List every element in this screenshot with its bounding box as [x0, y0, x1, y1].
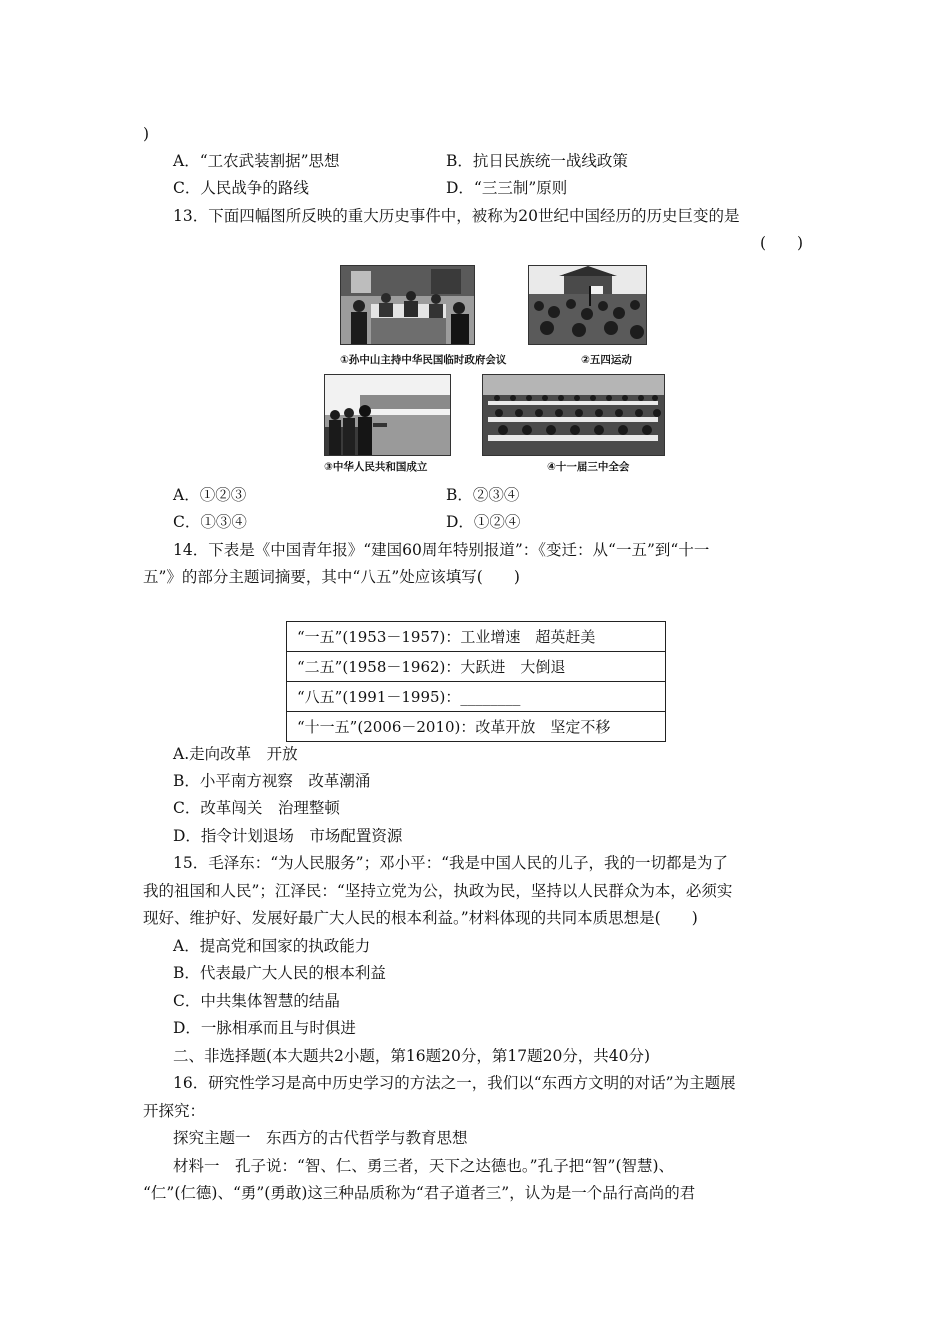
q15-line2: 我的祖国和人民”；江泽民：“坚持立党为公，执政为民，坚持以人民群众为本，必须实	[143, 882, 733, 900]
table-row	[287, 652, 666, 682]
caption-2: ②五四运动	[581, 354, 632, 366]
q14-stem-line2: 五”》的部分主题词摘要，其中“八五”处应该填写( )	[143, 568, 520, 586]
q12-option-a: A．“工农武装割据”思想	[173, 152, 340, 170]
q14-table	[286, 621, 666, 742]
q12-option-b: B．抗日民族统一战线政策	[446, 152, 628, 170]
table-row	[287, 622, 666, 652]
q12-tail: )	[143, 125, 150, 143]
table-cell: “八五”(1991－1995)：________	[287, 682, 666, 712]
q14-stem-line1: 14．下表是《中国青年报》“建国60周年特别报道”：《变迁：从“一五”到“十一	[173, 541, 710, 559]
caption-1: ①孙中山主持中华民国临时政府会议	[340, 354, 507, 366]
q15-option-b: B．代表最广大人民的根本利益	[173, 964, 386, 982]
q15-line1: 15．毛泽东：“为人民服务”；邓小平：“我是中国人民的儿子，我的一切都是为了	[173, 854, 728, 872]
q15-option-a: A．提高党和国家的执政能力	[173, 937, 371, 955]
table-cell: “十一五”(2006－2010)：改革开放 坚定不移	[287, 712, 666, 742]
q13-bracket: ( )	[760, 234, 804, 252]
q12-option-d: D．“三三制”原则	[446, 179, 568, 197]
photo-founding-of-prc	[324, 374, 451, 456]
q13-option-a: A．①②③	[173, 486, 247, 504]
table-cell: “一五”(1953－1957)：工业增速 超英赶美	[287, 622, 666, 652]
q16-line2: 开探究：	[143, 1102, 206, 1120]
photo-provisional-government-meeting	[340, 265, 475, 345]
q15-line3: 现好、维护好、发展好最广大人民的根本利益。”材料体现的共同本质思想是( )	[143, 909, 698, 927]
section-heading: 二、非选择题(本大题共2小题，第16题20分，第17题20分，共40分)	[173, 1047, 651, 1065]
q13-option-c: C．①③④	[173, 513, 247, 531]
photo-may-fourth-movement	[528, 265, 647, 345]
table-cell: “二五”(1958－1962)：大跃进 大倒退	[287, 652, 666, 682]
q15-option-c: C．中共集体智慧的结晶	[173, 992, 340, 1010]
q13-stem: 13．下面四幅图所反映的重大历史事件中，被称为20世纪中国经历的历史巨变的是	[173, 207, 740, 225]
table-row	[287, 682, 666, 712]
q12-option-c: C．人民战争的路线	[173, 179, 309, 197]
table-row	[287, 712, 666, 742]
q13-option-b: B．②③④	[446, 486, 520, 504]
q15-option-d: D．一脉相承而且与时俱进	[173, 1019, 356, 1037]
q16-material-line2: “仁”(仁德)、“勇”(勇敢)这三种品质称为“君子道者三”，认为是一个品行高尚的君	[143, 1184, 696, 1202]
q14-option-b: B．小平南方视察 改革潮涌	[173, 772, 371, 790]
q13-option-d: D．①②④	[446, 513, 521, 531]
q16-theme: 探究主题一 东西方的古代哲学与教育思想	[173, 1129, 468, 1147]
q14-option-a: A.走向改革 开放	[173, 745, 298, 763]
q14-option-d: D．指令计划退场 市场配置资源	[173, 827, 403, 845]
photo-third-plenary-session	[482, 374, 665, 456]
caption-3: ③中华人民共和国成立	[324, 461, 428, 473]
caption-4: ④十一届三中全会	[547, 461, 630, 473]
q14-option-c: C．改革闯关 治理整顿	[173, 799, 340, 817]
q16-material-line1: 材料一 孔子说：“智、仁、勇三者，天下之达德也。”孔子把“智”(智慧)、	[173, 1157, 675, 1175]
q16-line1: 16．研究性学习是高中历史学习的方法之一，我们以“东西方文明的对话”为主题展	[173, 1074, 736, 1092]
